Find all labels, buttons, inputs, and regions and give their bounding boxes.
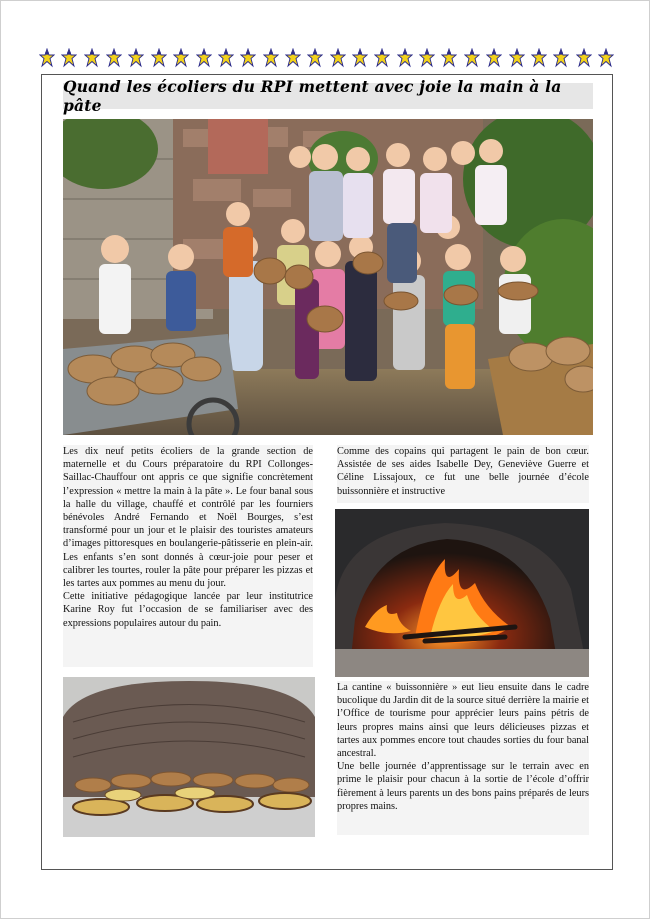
star-figure-icon — [61, 48, 77, 68]
star-figure-icon — [553, 48, 569, 68]
photo-children-with-bread — [63, 119, 593, 435]
star-figure-icon — [419, 48, 435, 68]
star-figure-icon — [196, 48, 212, 68]
star-figure-icon — [84, 48, 100, 68]
star-figure-icon — [509, 48, 525, 68]
left-paragraph-1: Les dix neuf petits écoliers de la grande section de maternelle et du Cours préparatoire du RPI Collonges-Saillac-Chauffour ont appris ce que signifie concrètement l’expression « mettre la main à la pâte ». Le four banal sous la halle du village, chauffé et contrôlé par les fourniers bénévoles André Fernando et Noël Bourges, s’est transformé pour un jour et le plaisir des touristes amateurs d’images pittoresques en boulangerie-pâtisserie en plein-air. Les enfants s’en sont donnés à cœur-joie pour peser et calibrer les tourtes, rouler la pâte pour préparer les pizzas et les tartes aux pommes au menu du jour. — [63, 446, 313, 590]
star-figure-icon — [576, 48, 592, 68]
star-figure-icon — [486, 48, 502, 68]
star-figure-icon — [106, 48, 122, 68]
star-border-row — [39, 47, 614, 69]
children-group-image — [63, 119, 593, 435]
right-paragraph-2: La cantine « buissonnière » eut lieu ensuite dans le cadre bucolique du Jardin dit de la source situé derrière la mairie et l’Office de tourisme pour apprécier leurs pains pétris de leurs propres mains ainsi que leurs délicieuses pizzas et tartes aux pommes encore tout chaudes sorties du four banal ancestral. — [337, 682, 589, 760]
title-banner — [63, 77, 593, 115]
left-article-text — [63, 445, 313, 667]
right-paragraph-1: Comme des copains qui partagent le pain de bon cœur. Assistée de ses aides Isabelle Dey, Geneviève Guerre et Céline Lissajoux, ce fut une belle journée d’école buissonnière et instructive — [337, 446, 589, 497]
right-bottom-text — [337, 681, 589, 835]
star-figure-icon — [307, 48, 323, 68]
left-paragraph-2: Cette initiative pédagogique lancée par leur institutrice Karine Roy fut l’occasion de se familiariser avec des expressions populaires autour du pain. — [63, 591, 313, 629]
article-title: Quand les écoliers du RPI mettent avec joie la main à la pâte — [63, 77, 562, 115]
star-figure-icon — [128, 48, 144, 68]
star-figure-icon — [263, 48, 279, 68]
star-figure-icon — [240, 48, 256, 68]
photo-oven-interior-pizzas — [63, 677, 315, 837]
star-figure-icon — [285, 48, 301, 68]
star-figure-icon — [598, 48, 614, 68]
right-paragraph-3: Une belle journée d’apprentissage sur le terrain avec en prime le plaisir pour chacun à la sortie de l’école d’offrir fièrement à leurs parents un des bons pains préparés de leurs propres mains. — [337, 761, 589, 812]
star-figure-icon — [352, 48, 368, 68]
photo-oven-fire — [335, 509, 589, 677]
star-figure-icon — [397, 48, 413, 68]
star-figure-icon — [531, 48, 547, 68]
star-figure-icon — [464, 48, 480, 68]
star-figure-icon — [374, 48, 390, 68]
star-figure-icon — [151, 48, 167, 68]
fire-image — [335, 509, 589, 677]
star-figure-icon — [218, 48, 234, 68]
star-figure-icon — [441, 48, 457, 68]
right-top-text — [337, 445, 589, 503]
star-figure-icon — [330, 48, 346, 68]
star-figure-icon — [39, 48, 55, 68]
oven-image — [63, 677, 315, 837]
star-figure-icon — [173, 48, 189, 68]
